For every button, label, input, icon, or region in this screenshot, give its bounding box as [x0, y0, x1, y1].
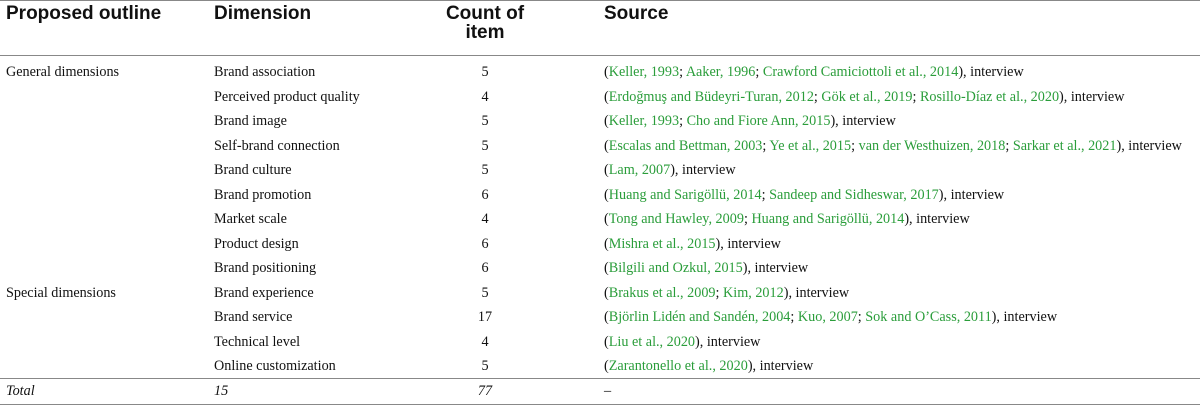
source-text: ;: [679, 64, 686, 80]
source-text: (: [604, 284, 609, 301]
source-text: (: [604, 113, 609, 129]
source-text: ), interview: [958, 64, 1024, 80]
cell-source: [604, 330, 760, 355]
source-text: ), interview: [1059, 88, 1125, 105]
cell-dimension: Product design: [214, 235, 299, 252]
reference-link[interactable]: Sok and O’Cass, 2011: [865, 309, 992, 325]
source-text: ;: [679, 113, 687, 129]
cell-outline: Special dimensions: [6, 284, 116, 301]
cell-count: 5: [481, 284, 489, 301]
header-proposed-outline: Proposed outline: [6, 3, 162, 24]
source-text: ;: [761, 186, 770, 203]
source-text: (: [604, 88, 609, 105]
reference-link[interactable]: Tong and Hawley, 2009: [608, 211, 744, 227]
cell-source: [604, 158, 736, 183]
cell-dimension: Brand promotion: [214, 186, 312, 203]
source-text: ), interview: [1116, 137, 1182, 154]
total-item-count: 77: [477, 383, 493, 399]
table-row: [0, 158, 1200, 183]
source-text: ;: [857, 309, 866, 325]
source-text: ), interview: [904, 211, 970, 227]
table-row: [0, 85, 1200, 110]
source-text: (: [604, 162, 609, 178]
cell-count: 4: [481, 211, 489, 227]
cell-dimension: Technical level: [214, 333, 301, 350]
cell-count: 5: [481, 64, 489, 80]
reference-link[interactable]: Rosillo-Díaz et al., 2020: [919, 88, 1060, 105]
reference-link[interactable]: Huang and Sarigöllü, 2014: [751, 211, 905, 227]
reference-link[interactable]: Gök et al., 2019: [821, 88, 913, 105]
reference-link[interactable]: Cho and Fiore Ann, 2015: [686, 113, 831, 129]
source-text: (: [604, 186, 609, 203]
reference-link[interactable]: Kuo, 2007: [797, 309, 858, 325]
cell-count: 17: [477, 309, 493, 325]
reference-link[interactable]: Erdoğmuş and Büdeyri-Turan, 2012: [608, 88, 814, 105]
cell-count: 6: [481, 186, 489, 203]
table-body: [0, 60, 1200, 379]
source-text: (: [604, 358, 609, 374]
header-dimension: Dimension: [214, 3, 312, 24]
cell-count: 4: [481, 333, 489, 350]
reference-link[interactable]: van der Westhuizen, 2018: [858, 137, 1006, 154]
table-row: [0, 109, 1200, 134]
reference-link[interactable]: Liu et al., 2020: [608, 333, 696, 350]
source-text: ;: [813, 88, 822, 105]
source-text: ;: [851, 137, 859, 154]
source-text: ;: [743, 211, 752, 227]
cell-count: 6: [481, 235, 489, 252]
table-row: [0, 183, 1200, 208]
header-rule: [0, 55, 1200, 56]
reference-link[interactable]: Björlin Lidén and Sandén, 2004: [608, 309, 791, 325]
total-source: –: [604, 383, 612, 399]
source-text: (: [604, 64, 609, 80]
source-text: ;: [1005, 137, 1013, 154]
source-text: (: [604, 333, 609, 350]
source-text: ;: [762, 137, 770, 154]
table-row: [0, 305, 1200, 330]
reference-link[interactable]: Ye et al., 2015: [769, 137, 852, 154]
reference-link[interactable]: Mishra et al., 2015: [608, 235, 716, 252]
cell-source: [604, 354, 813, 379]
cell-dimension: Brand image: [214, 113, 287, 129]
cell-dimension: Online customization: [214, 358, 336, 374]
cell-count: 5: [481, 162, 489, 178]
cell-dimension: Perceived product quality: [214, 88, 360, 105]
table-row: [0, 207, 1200, 232]
cell-count: 6: [481, 260, 489, 276]
reference-link[interactable]: Brakus et al., 2009: [608, 284, 716, 301]
source-text: ), interview: [670, 162, 736, 178]
cell-dimension: Brand experience: [214, 284, 314, 301]
source-text: ;: [912, 88, 920, 105]
cell-source: [604, 305, 1057, 330]
reference-link[interactable]: Keller, 1993: [608, 113, 680, 129]
reference-link[interactable]: Kim, 2012: [723, 284, 784, 301]
cell-source: [604, 281, 849, 306]
source-text: ;: [790, 309, 798, 325]
cell-count: 5: [481, 137, 489, 154]
cell-dimension: Brand culture: [214, 162, 292, 178]
source-text: ), interview: [695, 333, 761, 350]
cell-source: [604, 256, 808, 281]
reference-link[interactable]: Keller, 1993: [608, 64, 680, 80]
reference-link[interactable]: Aaker, 1996: [685, 64, 756, 80]
table-row: [0, 232, 1200, 257]
source-text: (: [604, 137, 609, 154]
reference-link[interactable]: Lam, 2007: [608, 162, 671, 178]
cell-source: [604, 134, 1182, 159]
cell-dimension: Market scale: [214, 211, 287, 227]
table-row: [0, 134, 1200, 159]
total-row: [0, 379, 1200, 404]
source-text: (: [604, 260, 609, 276]
cell-dimension: Brand association: [214, 64, 316, 80]
cell-source: [604, 60, 1024, 85]
cell-source: [604, 109, 896, 134]
cell-dimension: Brand service: [214, 309, 293, 325]
header-source: Source: [604, 3, 669, 24]
source-text: ), interview: [747, 358, 814, 374]
reference-link[interactable]: Zarantonello et al., 2020: [608, 358, 748, 374]
table-row: [0, 330, 1200, 355]
cell-count: 5: [481, 358, 489, 374]
reference-link[interactable]: Bilgili and Ozkul, 2015: [608, 260, 743, 276]
source-text: ), interview: [991, 309, 1058, 325]
source-text: ), interview: [938, 186, 1005, 203]
cell-source: [604, 183, 1004, 208]
source-text: (: [604, 235, 609, 252]
cell-dimension: Self-brand connection: [214, 137, 340, 154]
cell-dimension: Brand positioning: [214, 260, 317, 276]
reference-link[interactable]: Sarkar et al., 2021: [1012, 137, 1117, 154]
table-row: [0, 281, 1200, 306]
reference-link[interactable]: Crawford Camiciottoli et al., 2014: [762, 64, 959, 80]
reference-link[interactable]: Escalas and Bettman, 2003: [608, 137, 763, 154]
source-text: ;: [715, 284, 724, 301]
cell-count: 5: [481, 113, 489, 129]
cell-source: [604, 232, 781, 257]
table-row: [0, 354, 1200, 379]
header-count-of-item: Count of item: [445, 3, 525, 43]
cell-source: [604, 207, 970, 232]
table-top-rule: [0, 0, 1200, 1]
cell-outline: General dimensions: [6, 64, 120, 80]
cell-source: [604, 85, 1124, 110]
source-text: ;: [755, 64, 763, 80]
table-row: [0, 256, 1200, 281]
table-row: [0, 60, 1200, 85]
total-label: Total: [6, 383, 35, 399]
source-text: ), interview: [830, 113, 896, 129]
source-text: ), interview: [715, 235, 781, 252]
source-text: (: [604, 309, 609, 325]
source-text: (: [604, 211, 609, 227]
source-text: ), interview: [742, 260, 809, 276]
table-bottom-rule: [0, 404, 1200, 405]
source-text: ), interview: [783, 284, 850, 301]
cell-count: 4: [481, 88, 489, 105]
reference-link[interactable]: Huang and Sarigöllü, 2014: [608, 186, 762, 203]
reference-link[interactable]: Sandeep and Sidheswar, 2017: [769, 186, 939, 203]
total-dimension-count: 15: [214, 383, 229, 399]
